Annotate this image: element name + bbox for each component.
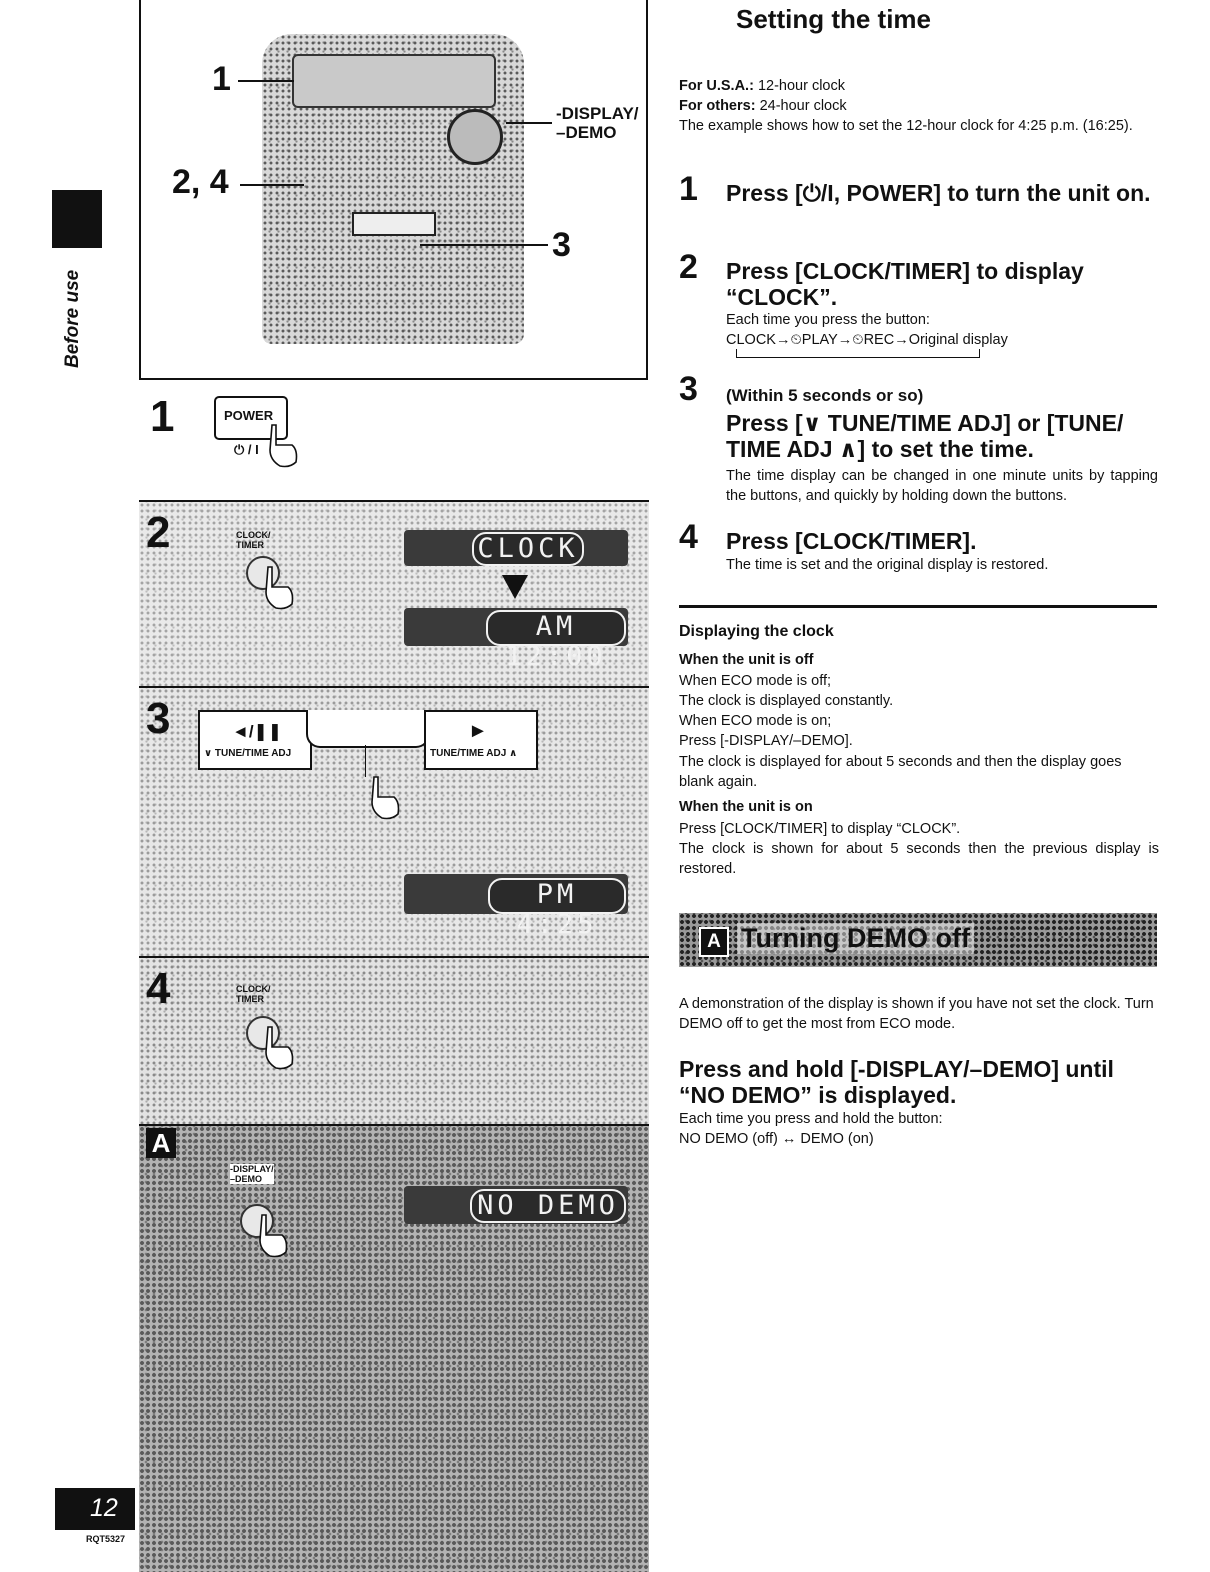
unit-on-line-2: The clock is shown for about 5 seconds then the previous display is restored. [679,841,1159,877]
unit-off-line-2: The clock is displayed constantly. [679,693,894,709]
power-button-label: POWER [224,408,274,423]
unit-off-line-4: Press [-DISPLAY/–DEMO]. [679,733,853,749]
demo-description: A demonstration of the display is shown if you have not set the clock. Turn DEMO off to get the most from ECO mode. [679,996,1154,1032]
left-step-1-number: 1 [150,392,175,441]
demo-section-banner [679,913,1157,967]
unit-off-line-1: When ECO mode is off; [679,673,832,689]
step-3-heading: Press [∨ TUNE/TIME ADJ] or [TUNE/ TIME ADJ ∧] to set the time. [726,410,1124,462]
example-text: The example shows how to set the 12-hour clock for 4:25 p.m. (16:25). [679,118,1133,134]
page-number: 12 [90,1494,118,1522]
displaying-clock-title: Displaying the clock [679,623,834,640]
unit-off-title: When the unit is off [679,652,814,668]
sequence-loop-line [736,349,980,358]
power-symbol: ⏻ / I [234,442,259,457]
step-3-note: The time display can be changed in one minute units by tapping the buttons, and quickly by holding down the buttons. [726,468,1158,504]
section-divider [679,605,1157,608]
usa-label: For U.S.A.: [679,78,754,94]
left-step-3-number: 3 [146,694,171,743]
rewind-pause-icon: ◄/❚❚ [232,722,283,741]
others-label: For others: [679,98,756,114]
play-icon: ► [468,720,488,742]
doc-code: RQT5327 [86,1534,126,1544]
callout-1: 1 [212,60,231,98]
step-2-number: 2 [679,248,698,286]
clock-timer-label-4: CLOCK/ TIMER [236,984,271,1004]
others-clock-line [679,96,847,116]
section-label: Before use [62,269,83,368]
callout-display-demo: -DISPLAY/ –DEMO [556,104,639,142]
pointing-hand-icon [364,772,404,822]
pointing-hand-icon [262,420,302,470]
tune-up-button[interactable] [424,710,538,770]
step-1-number: 1 [679,170,698,208]
step-2-heading: Press [CLOCK/TIMER] to display “CLOCK”. [726,258,1084,310]
pointing-hand-icon [258,1022,298,1072]
display-demo-label: -DISPLAY/ –DEMO [230,1164,274,1184]
usa-clock-line [679,76,845,96]
unit-on-title: When the unit is on [679,799,813,815]
left-step-4-number: 4 [146,964,171,1013]
step-2-note: Each time you press the button: [726,312,930,328]
pointing-hand-icon [258,562,298,612]
lcd-clock: CLOCK [472,532,584,566]
step-3-number: 3 [679,370,698,408]
clock-timer-label: CLOCK/ TIMER [236,530,271,550]
step-4-panel-bg [139,958,649,1124]
tune-up-label: TUNE/TIME ADJ ∧ [430,748,518,759]
step-3-pre: (Within 5 seconds or so) [726,386,924,405]
demo-sequence: NO DEMO (off) ↔ DEMO (on) [679,1131,874,1147]
tune-down-button[interactable] [198,710,312,770]
lcd-am-1200: AM 12:00 [486,610,626,646]
demo-heading: Press and hold [-DISPLAY/–DEMO] until “NO DEMO” is displayed. [679,1056,1114,1108]
tape-slot [306,710,430,748]
arrow-down-icon [502,575,528,599]
step-a-badge [146,1128,176,1158]
others-value: 24-hour clock [759,98,847,114]
unit-off-line-3: When ECO mode is on; [679,713,832,729]
banner-badge [699,927,729,957]
unit-on-line-1: Press [CLOCK/TIMER] to display “CLOCK”. [679,821,961,837]
step-a-badge-label: A [151,1128,171,1158]
lcd-no-demo: NO DEMO [470,1189,626,1223]
tune-down-label: ∨ TUNE/TIME ADJ [204,748,292,759]
left-step-2-number: 2 [146,508,171,557]
lcd-pm-425: PM 4:25 [488,878,626,914]
demo-note: Each time you press and hold the button: [679,1111,943,1127]
unit-illustration [262,34,524,344]
callout-2-4: 2, 4 [172,163,229,201]
page-title: Setting the time [736,4,932,34]
unit-off-line-5: The clock is displayed for about 5 seconds and then the display goes blank again. [679,754,1122,790]
step-4-heading: Press [CLOCK/TIMER]. [726,528,977,554]
callout-3: 3 [552,226,571,264]
banner-title: Turning DEMO off [737,923,974,954]
step-4-number: 4 [679,518,698,556]
step-1-heading: Press [⏻/I, POWER] to turn the unit on. [726,180,1151,206]
usa-value: 12-hour clock [757,78,845,94]
pointing-hand-icon [252,1210,292,1260]
step-4-note: The time is set and the original display is restored. [726,557,1049,573]
banner-badge-label: A [707,931,721,952]
step-2-sequence: CLOCK→⏲PLAY→⏲REC→Original display [726,332,1008,348]
